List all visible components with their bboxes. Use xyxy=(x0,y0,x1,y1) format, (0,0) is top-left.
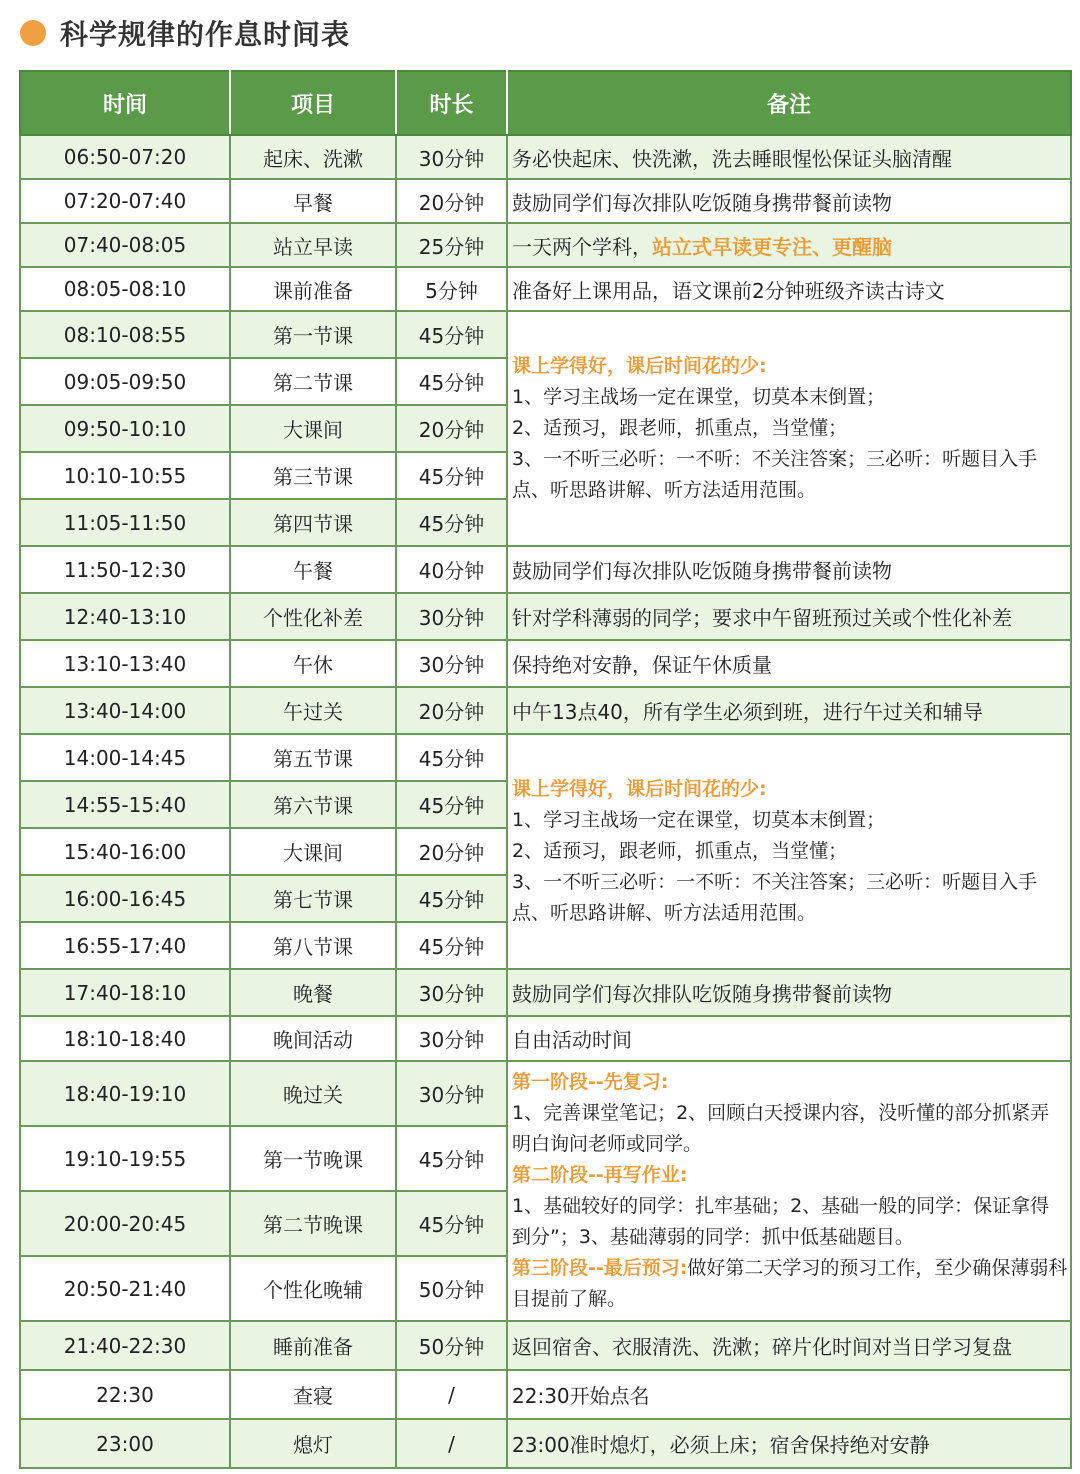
table-row xyxy=(20,546,1071,593)
table-row xyxy=(20,969,1071,1016)
item-cell: 第七节课 xyxy=(230,875,396,922)
class-note-line: 2、适预习，跟老师，抓重点，当堂懂； xyxy=(512,840,848,862)
duration-cell: 45分钟 xyxy=(396,1126,507,1191)
item-cell: 午餐 xyxy=(230,546,396,593)
duration-cell: 20分钟 xyxy=(396,687,507,734)
duration-cell: 20分钟 xyxy=(396,828,507,875)
item-cell: 第六节课 xyxy=(230,781,396,828)
table-row xyxy=(20,179,1071,223)
note-cell: 鼓励同学们每次排队吃饭随身携带餐前读物 xyxy=(507,969,1071,1016)
stage3-line xyxy=(512,1253,1068,1315)
time-cell: 10:10-10:55 xyxy=(20,452,230,499)
time-cell: 09:50-10:10 xyxy=(20,405,230,452)
class-note-morning xyxy=(507,311,1071,546)
table-row xyxy=(20,1016,1071,1061)
item-cell: 第五节课 xyxy=(230,734,396,781)
header-time: 时间 xyxy=(20,71,230,135)
stage2-text: 1、基础较好的同学：扎牢基础；2、基础一般的同学：保证拿得到分”；3、基础薄弱的同学：抓中低基础题目。 xyxy=(512,1195,1050,1248)
item-cell: 第二节晚课 xyxy=(230,1191,396,1256)
table-row xyxy=(20,640,1071,687)
table-row xyxy=(20,1370,1071,1419)
time-cell: 12:40-13:10 xyxy=(20,593,230,640)
time-cell: 14:55-15:40 xyxy=(20,781,230,828)
time-cell: 13:40-14:00 xyxy=(20,687,230,734)
class-note-line: 3、一不听三必听：一不听：不关注答案；三必听：听题目入手点、听思路讲解、听方法适用范围。 xyxy=(512,871,1038,924)
time-cell: 08:10-08:55 xyxy=(20,311,230,358)
header-row xyxy=(20,71,1071,135)
class-note-line: 3、一不听三必听：一不听：不关注答案；三必听：听题目入手点、听思路讲解、听方法适用范围。 xyxy=(512,448,1038,501)
table-row xyxy=(20,1321,1071,1370)
table-row xyxy=(20,1061,1071,1126)
item-cell: 晚间活动 xyxy=(230,1016,396,1061)
duration-cell: 45分钟 xyxy=(396,311,507,358)
time-cell: 08:05-08:10 xyxy=(20,267,230,311)
duration-cell: 20分钟 xyxy=(396,405,507,452)
time-cell: 11:50-12:30 xyxy=(20,546,230,593)
class-note-title: 课上学得好，课后时间花的少: xyxy=(512,778,767,800)
item-cell: 起床、洗漱 xyxy=(230,135,396,179)
item-cell: 第二节课 xyxy=(230,358,396,405)
schedule-table xyxy=(19,70,1072,1469)
item-cell: 第四节课 xyxy=(230,499,396,546)
duration-cell: 45分钟 xyxy=(396,452,507,499)
table-row xyxy=(20,135,1071,179)
duration-cell: 30分钟 xyxy=(396,640,507,687)
time-cell: 13:10-13:40 xyxy=(20,640,230,687)
time-cell: 15:40-16:00 xyxy=(20,828,230,875)
note-cell xyxy=(507,223,1071,267)
duration-cell: 45分钟 xyxy=(396,358,507,405)
time-cell: 19:10-19:55 xyxy=(20,1126,230,1191)
class-note-title: 课上学得好，课后时间花的少: xyxy=(512,355,767,377)
note-text: 一天两个学科， xyxy=(512,234,652,259)
table-row xyxy=(20,223,1071,267)
note-cell: 返回宿舍、衣服清洗、洗漱；碎片化时间对当日学习复盘 xyxy=(507,1321,1071,1370)
time-cell: 21:40-22:30 xyxy=(20,1321,230,1370)
page-title: 科学规律的作息时间表 xyxy=(60,18,351,51)
duration-cell: 45分钟 xyxy=(396,781,507,828)
item-cell: 站立早读 xyxy=(230,223,396,267)
duration-cell: / xyxy=(396,1370,507,1419)
time-cell: 07:40-08:05 xyxy=(20,223,230,267)
stage1-title: 第一阶段--先复习: xyxy=(512,1071,669,1093)
item-cell: 睡前准备 xyxy=(230,1321,396,1370)
note-highlight: 站立式早读更专注、更醒脑 xyxy=(652,234,892,259)
duration-cell: 50分钟 xyxy=(396,1321,507,1370)
item-cell: 个性化补差 xyxy=(230,593,396,640)
item-cell: 午休 xyxy=(230,640,396,687)
item-cell: 熄灯 xyxy=(230,1419,396,1468)
duration-cell: 45分钟 xyxy=(396,499,507,546)
stage2-title: 第二阶段--再写作业: xyxy=(512,1164,688,1186)
time-cell: 14:00-14:45 xyxy=(20,734,230,781)
item-cell: 课前准备 xyxy=(230,267,396,311)
time-cell: 16:00-16:45 xyxy=(20,875,230,922)
duration-cell: 20分钟 xyxy=(396,179,507,223)
note-cell: 保持绝对安静，保证午休质量 xyxy=(507,640,1071,687)
class-note-line: 2、适预习，跟老师，抓重点，当堂懂； xyxy=(512,417,848,439)
time-cell: 17:40-18:10 xyxy=(20,969,230,1016)
class-note-line: 1、学习主战场一定在课堂，切莫本末倒置； xyxy=(512,386,886,408)
table-row xyxy=(20,687,1071,734)
duration-cell: 5分钟 xyxy=(396,267,507,311)
note-cell: 准备好上课用品，语文课前2分钟班级齐读古诗文 xyxy=(507,267,1071,311)
time-cell: 18:40-19:10 xyxy=(20,1061,230,1126)
time-cell: 18:10-18:40 xyxy=(20,1016,230,1061)
table-row xyxy=(20,593,1071,640)
time-cell: 07:20-07:40 xyxy=(20,179,230,223)
time-cell: 11:05-11:50 xyxy=(20,499,230,546)
time-cell: 23:00 xyxy=(20,1419,230,1468)
duration-cell: 30分钟 xyxy=(396,135,507,179)
note-cell: 中午13点40，所有学生必须到班，进行午过关和辅导 xyxy=(507,687,1071,734)
item-cell: 第一节课 xyxy=(230,311,396,358)
item-cell: 午过关 xyxy=(230,687,396,734)
table-row xyxy=(20,734,1071,781)
item-cell: 第一节晚课 xyxy=(230,1126,396,1191)
item-cell: 晚过关 xyxy=(230,1061,396,1126)
item-cell: 大课间 xyxy=(230,405,396,452)
table-row xyxy=(20,1419,1071,1468)
title-row xyxy=(20,10,350,56)
item-cell: 大课间 xyxy=(230,828,396,875)
item-cell: 第三节课 xyxy=(230,452,396,499)
time-cell: 20:00-20:45 xyxy=(20,1191,230,1256)
item-cell: 第八节课 xyxy=(230,922,396,969)
item-cell: 个性化晚辅 xyxy=(230,1256,396,1321)
time-cell: 20:50-21:40 xyxy=(20,1256,230,1321)
item-cell: 早餐 xyxy=(230,179,396,223)
duration-cell: 30分钟 xyxy=(396,969,507,1016)
duration-cell: 25分钟 xyxy=(396,223,507,267)
duration-cell: 50分钟 xyxy=(396,1256,507,1321)
stage1-text: 1、完善课堂笔记；2、回顾白天授课内容，没听懂的部分抓紧弄明白询问老师或同学。 xyxy=(512,1102,1050,1155)
table-row xyxy=(20,311,1071,358)
time-cell: 09:05-09:50 xyxy=(20,358,230,405)
note-cell: 针对学科薄弱的同学；要求中午留班预过关或个性化补差 xyxy=(507,593,1071,640)
duration-cell: 45分钟 xyxy=(396,875,507,922)
time-cell: 22:30 xyxy=(20,1370,230,1419)
item-cell: 晚餐 xyxy=(230,969,396,1016)
note-cell: 22:30开始点名 xyxy=(507,1370,1071,1419)
header-item: 项目 xyxy=(230,71,396,135)
duration-cell: 45分钟 xyxy=(396,1191,507,1256)
bullet-dot-icon xyxy=(20,20,46,46)
class-note-afternoon xyxy=(507,734,1071,969)
note-cell: 鼓励同学们每次排队吃饭随身携带餐前读物 xyxy=(507,546,1071,593)
stage3-title: 第三阶段--最后预习: xyxy=(512,1257,688,1279)
note-cell: 23:00准时熄灯，必须上床；宿舍保持绝对安静 xyxy=(507,1419,1071,1468)
duration-cell: 30分钟 xyxy=(396,593,507,640)
duration-cell: 30分钟 xyxy=(396,1061,507,1126)
stage3-text: 做好第二天学习的预习工作，至少确保薄弱科目提前了解。 xyxy=(512,1257,1068,1310)
time-cell: 16:55-17:40 xyxy=(20,922,230,969)
time-cell: 06:50-07:20 xyxy=(20,135,230,179)
duration-cell: 40分钟 xyxy=(396,546,507,593)
evening-note xyxy=(507,1061,1071,1321)
class-note-line: 1、学习主战场一定在课堂，切莫本末倒置； xyxy=(512,809,886,831)
table-row xyxy=(20,267,1071,311)
note-cell: 务必快起床、快洗漱，洗去睡眼惺忪保证头脑清醒 xyxy=(507,135,1071,179)
note-cell: 鼓励同学们每次排队吃饭随身携带餐前读物 xyxy=(507,179,1071,223)
duration-cell: / xyxy=(396,1419,507,1468)
duration-cell: 45分钟 xyxy=(396,734,507,781)
header-duration: 时长 xyxy=(396,71,507,135)
header-note: 备注 xyxy=(507,71,1071,135)
note-cell: 自由活动时间 xyxy=(507,1016,1071,1061)
duration-cell: 45分钟 xyxy=(396,922,507,969)
item-cell: 查寝 xyxy=(230,1370,396,1419)
duration-cell: 30分钟 xyxy=(396,1016,507,1061)
